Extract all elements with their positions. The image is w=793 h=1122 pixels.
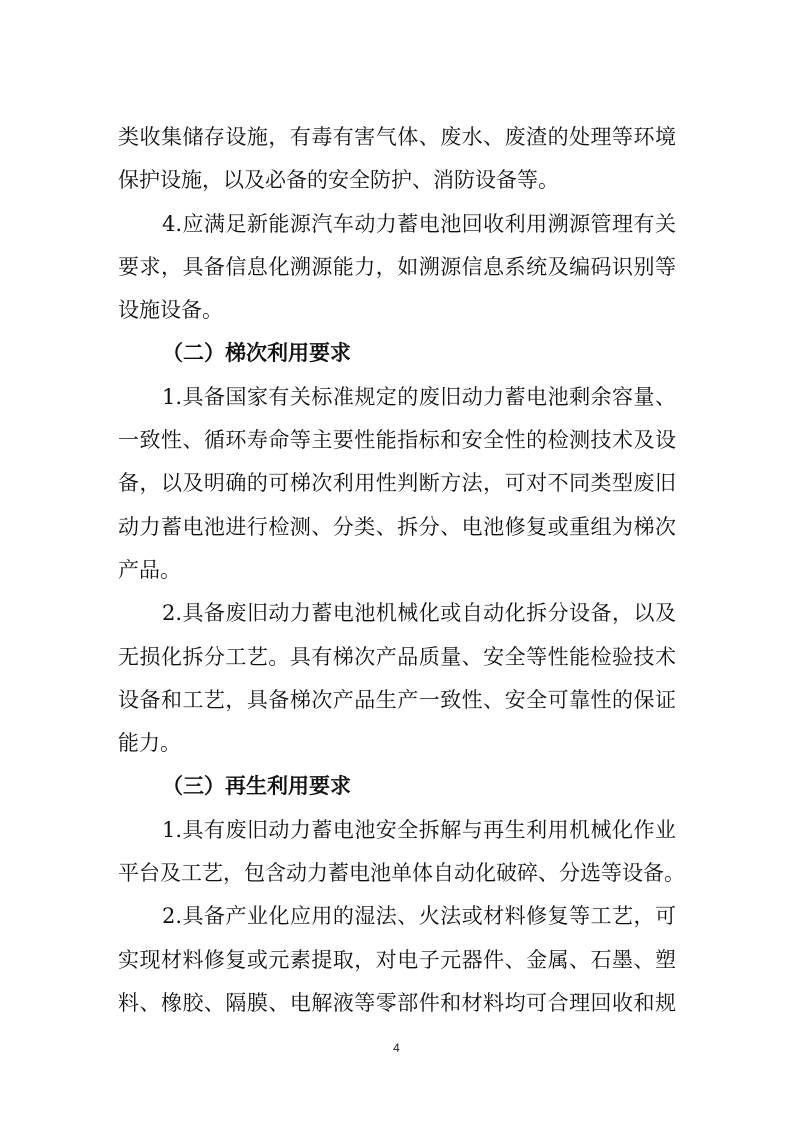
- text-line: 1.具有废旧动力蓄电池安全拆解与再生利用机械化作业: [162, 817, 676, 842]
- text-line: 备，以及明确的可梯次利用性判断方法，可对不同类型废旧: [118, 471, 676, 496]
- text-line: 实现材料修复或元素提取，对电子元器件、金属、石墨、塑: [118, 947, 676, 972]
- text-line: 保护设施，以及必备的安全防护、消防设备等。: [118, 168, 559, 193]
- text-line: 能力。: [118, 731, 181, 756]
- text-line: 2.具备废旧动力蓄电池机械化或自动化拆分设备，以及: [162, 601, 676, 626]
- section-heading-cascade-utilization: （二）梯次利用要求: [162, 341, 351, 366]
- text-line: 一致性、循环寿命等主要性能指标和安全性的检测技术及设: [118, 428, 676, 453]
- text-line: 设施设备。: [118, 298, 223, 323]
- body-text: [118, 116, 685, 1025]
- section-heading-recycling: （三）再生利用要求: [162, 774, 351, 799]
- text-line: 产品。: [118, 557, 181, 582]
- text-line: 设备和工艺，具备梯次产品生产一致性、安全可靠性的保证: [118, 687, 676, 712]
- text-line: 无损化拆分工艺。具有梯次产品质量、安全等性能检验技术: [118, 644, 676, 669]
- page-number: 4: [393, 1041, 400, 1055]
- text-line: 2.具备产业化应用的湿法、火法或材料修复等工艺，可: [162, 904, 676, 929]
- text-line: 料、橡胶、隔膜、电解液等零部件和材料均可合理回收和规: [118, 990, 676, 1015]
- text-line: 类收集储存设施，有毒有害气体、废水、废渣的处理等环境: [118, 125, 676, 149]
- text-line: 平台及工艺，包含动力蓄电池单体自动化破碎、分选等设备。: [118, 861, 685, 886]
- text-line: 4.应满足新能源汽车动力蓄电池回收利用溯源管理有关: [162, 211, 676, 236]
- text-line: 要求，具备信息化溯源能力，如溯源信息系统及编码识别等: [118, 254, 676, 279]
- text-line: 动力蓄电池进行检测、分类、拆分、电池修复或重组为梯次: [118, 514, 676, 539]
- text-line: 1.具备国家有关标准规定的废旧动力蓄电池剩余容量、: [162, 384, 676, 409]
